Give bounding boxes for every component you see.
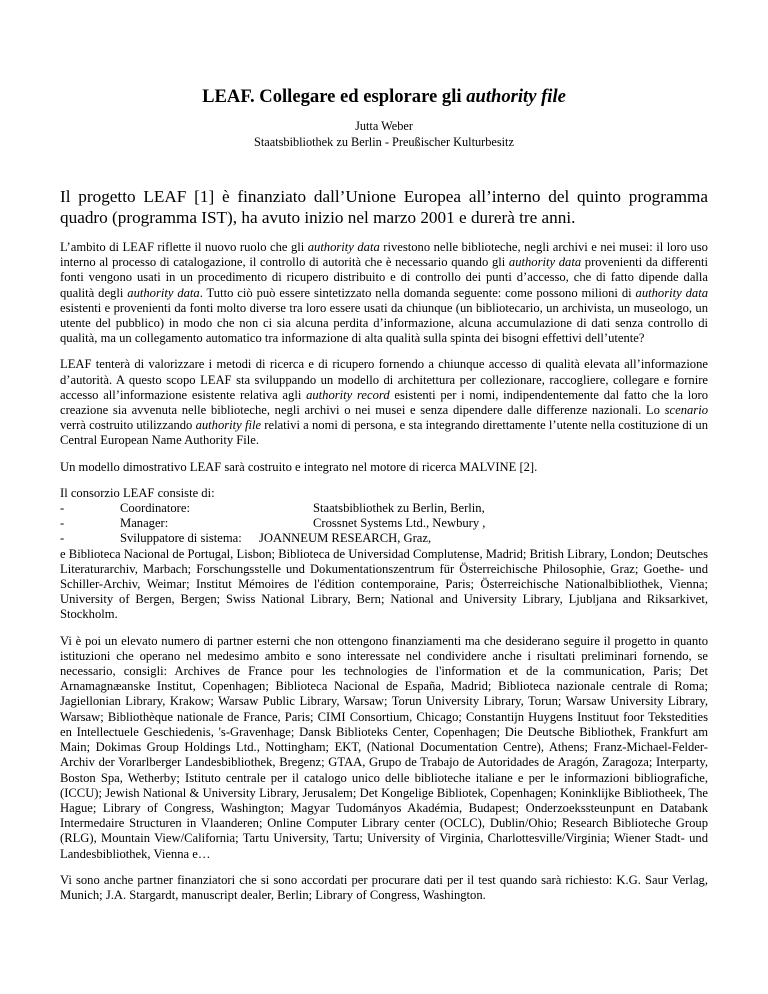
consortium-section xyxy=(60,486,708,623)
paragraph-scope: L’ambito di LEAF riflette il nuovo ruolo che gli authority data rivestono nelle biblioteche, negli archivi e nei musei: il loro uso interno al processo di catalogazione, il controllo di autorità che è necessario quando gli authority data provenienti da differenti fonti vengono usati in un procedimento di ricupero distribuito e di controllo dei punti d’accesso, che di fatto dipende dalla qualità degli authority data. Tutto ciò può essere sintetizzato nella domanda seguente: come possono milioni di authority data esistenti e provenienti da fonti molto diverse tra loro essere usati da chiunque (un bibliotecario, un archivista, un museologo, un utente del pubblico) in modo che non ci sia alcuna perdita d’informazione, alcuna accumulazione di dati senza controllo di qualità, ma un collegamento automatico tra informazione di alta qualità sulla spinta dei bisogni effettivi dell’utente? xyxy=(60,240,708,346)
title-text: LEAF. Collegare ed esplorare gli xyxy=(202,86,467,107)
paragraph-external-partners: Vi è poi un elevato numero di partner esterni che non ottengono finanziamenti ma che desiderano seguire il progetto in quanto istituzioni che operano nel medesimo ambito e sono interessate nel condividere anche i risultati preliminari fornendo, se necessario, consigli: Archives de France pour les technologies de l'information et de la communication, Paris; Det Arnamagnæanske Institut, Copenhagen; Biblioteca Nacional de España, Madrid; Biblioteca nazionale centrale di Roma; Jagiellonian Library, Krakow; Warsaw Public Library, Warsaw; Torun University Library, Torun; Warsaw University Library, Warsaw; Bibliothèque nationale de France, Paris; CIMI Consortium, Chicago; Constantijn Huygens Instituut foor Tekstedities en Intellectuele Geschiedenis, 's-Gravenhage; Dansk Biblioteks Center, Copenhagen; Die Deutsche Bibliothek, Frankfurt am Main; Dokimas Group Holdings Ltd., Nottingham; EKT, (National Documentation Centre), Athens; Franz-Michael-Felder-Archiv der Vorarlberger Landesbibliothek, Bregenz; GTAA, Grupo de Trabajo de Autoridades de Aragón, Zaragoza; Interparty, Boston Spa, Wetherby; Istituto centrale per il catalogo unico delle biblioteche italiane e per le informazioni bibliografiche, (ICCU); Jewish National & University Library, Jerusalem; Det Kongelige Bibliotek, Copenhagen; Koninklijke Bibliotheek, The Hague; Library of Congress, Washington; Magyar Tudományos Akadémia, Budapest; Onderzoekssteunpunt en Databank Intermedaire Structuren in Vlaanderen; Online Computer Library center (OCLC), Dublin/Ohio; Research Biblioteche Group (RLG), Mountain View/California; Tartu University, Tartu; University of Virginia, Charlottesville/Virginia; Wiener Stadt- und Landesbibliothek, Vienna e… xyxy=(60,633,708,861)
consortium-members: e Biblioteca Nacional de Portugal, Lisbon; Biblioteca de Universidad Complutense, Madrid; British Library, London; Deutsches Literaturarchiv, Marbach; Forschungsstelle und Dokumentationszentrum für Österreichische Philosophie, Graz; Goethe- und Schiller-Archiv, Weimar; Institut Mémoires de l'édition contemporaine, Paris; Österreichische Nationalbibliothek, Vienna; University of Bergen, Bergen; Swiss National Library, Bern; National and University Library, Ljubljana and Riksarkivet, Stockholm. xyxy=(60,546,708,622)
consortium-intro: Il consorzio LEAF consiste di: xyxy=(60,485,215,500)
title-italic-text: authority file xyxy=(466,86,566,107)
consortium-org: Staatsbibliothek zu Berlin, Berlin, xyxy=(313,501,485,516)
consortium-row-manager xyxy=(60,516,708,531)
list-dash: - xyxy=(60,531,65,546)
paragraph-goals: LEAF tenterà di valorizzare i metodi di ricerca e di ricupero fornendo a chiunque accesso di qualità elevata all’informazione d’autorità. A questo scopo LEAF sta sviluppando un modello di architettura per collezionare, raccogliere, collegare e fornire accesso all’informazione esistente relativa agli authority record esistenti per i nomi, indipendentemente dal fatto che la loro creazione sia avvenuta nelle biblioteche, negli archivi o nei musei e senza dipendere dalle differenze nazionali. Lo scenario verrà costruito utilizzando authority file relativi a nomi di persona, e sta integrando direttamente l’utente nella costituzione di un Central European Name Authority File. xyxy=(60,357,708,448)
list-dash: - xyxy=(60,501,65,516)
list-dash: - xyxy=(60,516,65,531)
author-affiliation: Staatsbibliothek zu Berlin - Preußischer Kulturbesitz xyxy=(254,135,514,149)
lead-paragraph: Il progetto LEAF [1] è finanziato dall’Unione Europea all’interno del quinto programma quadro (programma IST), ha avuto inizio nel marzo 2001 e durerà tre anni. xyxy=(60,187,708,227)
consortium-role: Coordinatore: xyxy=(120,501,190,516)
paragraph-funding-partners: Vi sono anche partner finanziatori che si sono accordati per procurare dati per il test quando sarà richiesto: K.G. Saur Verlag, Munich; J.A. Stargardt, manuscript dealer, Berlin; Library of Congress, Washington. xyxy=(60,872,708,902)
author-name: Jutta Weber xyxy=(355,119,413,133)
consortium-row-developer xyxy=(60,531,708,546)
consortium-row-coordinator xyxy=(60,501,708,516)
document-title xyxy=(60,86,708,108)
paragraph-demonstrator: Un modello dimostrativo LEAF sarà costruito e integrato nel motore di ricerca MALVINE [2]. xyxy=(60,459,538,474)
consortium-org: Crossnet Systems Ltd., Newbury , xyxy=(313,516,486,531)
consortium-role: Manager: xyxy=(120,516,169,531)
consortium-org: JOANNEUM RESEARCH, Graz, xyxy=(259,531,432,546)
consortium-role: Sviluppatore di sistema: xyxy=(120,531,242,546)
